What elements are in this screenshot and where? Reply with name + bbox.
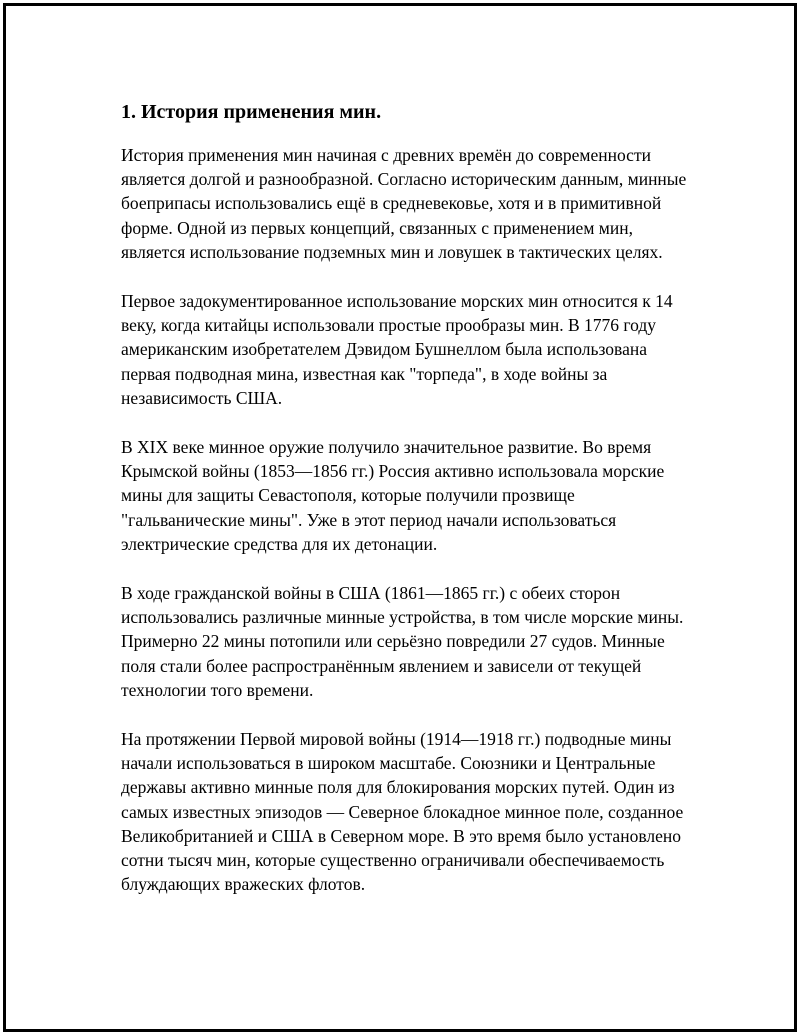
section-heading: 1. История применения мин. (121, 101, 382, 123)
paragraph-19th-century: В XIX веке минное оружие получило значительное развитие. Во время Крымской войны (1853—1856 гг.) Россия активно использовала морские мины для защиты Севастополя, которые получили прозвище "гальванические мины". Уже в этот период начали использоваться электрические средства для их детонации. (121, 437, 665, 554)
page-frame (3, 3, 797, 1032)
paragraph-world-war-one: На протяжении Первой мировой войны (1914—1918 гг.) подводные мины начали использоваться в широком масштабе. Союзники и Центральные державы активно минные поля для блокирования морских путей. Один из самых известных эпизодов — Северное блокадное минное поле, созданное Великобританией и США в Северном море. В это время было установлено сотни тысяч мин, которые существенно ограничивали обеспечиваемость блуждающих вражеских флотов. (121, 729, 684, 895)
document-content (121, 99, 701, 921)
paragraph-ancient-history: История применения мин начиная с древних времён до современности является долгой и разнообразной. Согласно историческим данным, минные боеприпасы использовались ещё в средневековье, хотя и в примитивной форме. Одной из первых концепций, связанных с применением мин, является использование подземных мин и ловушек в тактических целях. (121, 145, 687, 262)
paragraph-naval-mines-origin: Первое задокументированное использование морских мин относится к 14 веку, когда китайцы использовали простые прообразы мин. В 1776 году американским изобретателем Дэвидом Бушнеллом была использована первая подводная мина, известная как "торпеда", в ходе войны за независимость США. (121, 291, 673, 408)
paragraph-us-civil-war: В ходе гражданской войны в США (1861—1865 гг.) с обеих сторон использовались различные минные устройства, в том числе морские мины. Примерно 22 мины потопили или серьёзно повредили 27 судов. Минные поля стали более распространённым явлением и зависели от текущей технологии того времени. (121, 583, 684, 700)
